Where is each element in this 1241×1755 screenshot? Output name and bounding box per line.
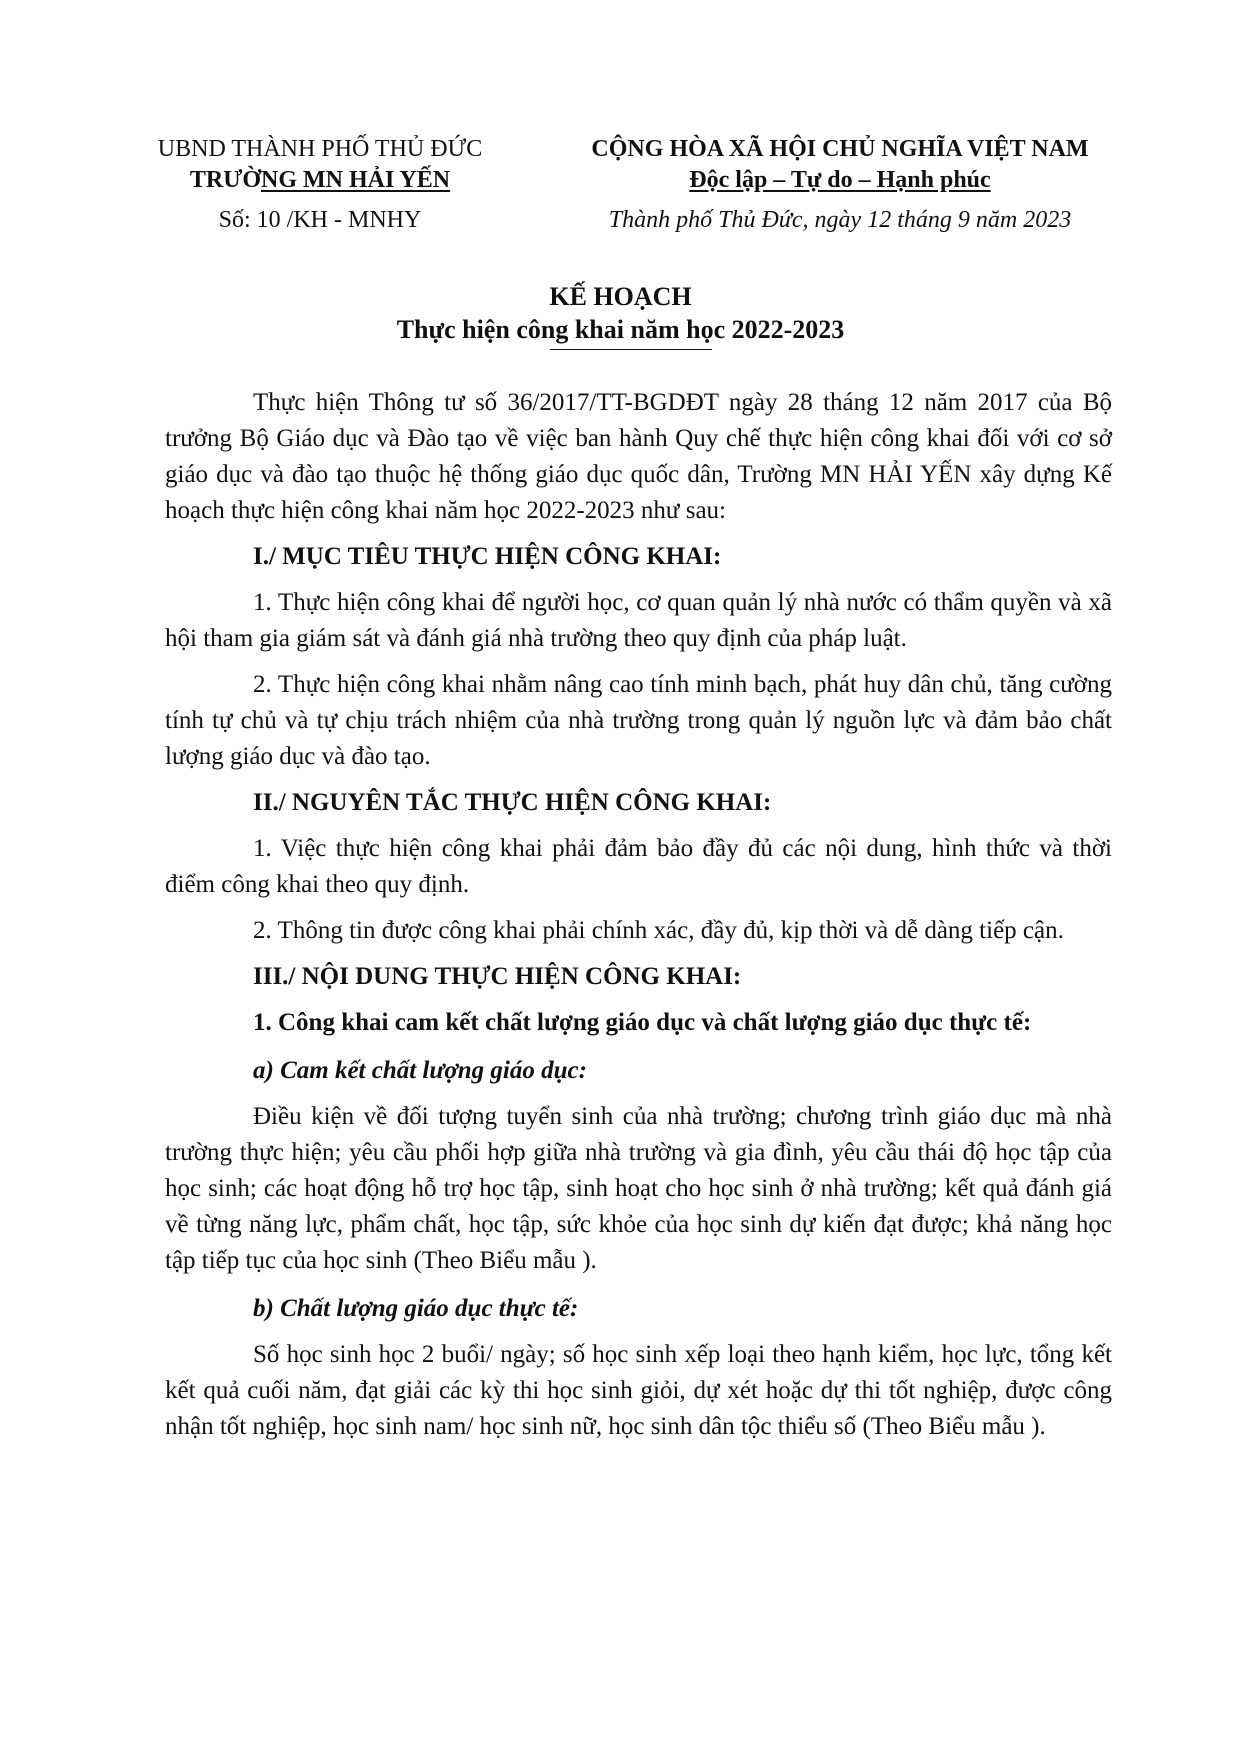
- header-left: [150, 134, 490, 236]
- document-title-block: [0, 280, 1241, 350]
- section-3-item-1: 1. Công khai cam kết chất lượng giáo dục và chất lượng giáo dục thực tế:: [253, 1009, 1032, 1036]
- subsection-a-text: Điều kiện về đối tượng tuyển sinh của nhà trường; chương trình giáo dục mà nhà trường thực hiện; yêu cầu phối hợp giữa nhà trường và gia đình, yêu cầu thái độ học tập của học sinh; các hoạt động hỗ trợ học tập, sinh hoạt cho học sinh ở nhà trường; kết quả đánh giá về từng năng lực, phẩm chất, học tập, sức khỏe của học sinh dự kiến đạt được; khả năng học tập tiếp tục của học sinh (Theo Biểu mẫu ).: [165, 1103, 1112, 1274]
- header-right: [560, 134, 1120, 236]
- subsection-b-heading: b) Chất lượng giáo dục thực tế:: [253, 1295, 579, 1322]
- section-2-paragraph-1: 1. Việc thực hiện công khai phải đảm bảo đầy đủ các nội dung, hình thức và thời điểm công khai theo quy định.: [165, 835, 1112, 898]
- national-motto: Độc lập – Tự do – Hạnh phúc: [689, 167, 991, 193]
- document-subtitle: Thực hiện công khai năm học 2022-2023: [396, 315, 845, 344]
- section-1-paragraph-1: 1. Thực hiện công khai để người học, cơ quan quản lý nhà nước có thẩm quyền và xã hội tham gia giám sát và đánh giá nhà trường theo quy định của pháp luật.: [165, 589, 1112, 652]
- school-name: [150, 165, 490, 196]
- section-2-heading: II./ NGUYÊN TẮC THỰC HIỆN CÔNG KHAI:: [253, 789, 772, 816]
- place-date: Thành phố Thủ Đức, ngày 12 tháng 9 năm 2023: [608, 207, 1072, 233]
- section-1-paragraph-2: 2. Thực hiện công khai nhằm nâng cao tính minh bạch, phát huy dân chủ, tăng cường tính tự chủ và tự chịu trách nhiệm của nhà trường trong quản lý nguồn lực và đảm bảo chất lượng giáo dục và đào tạo.: [165, 671, 1112, 770]
- school-name-underlined: NG MN HẢI YẾN: [261, 167, 451, 193]
- section-2-paragraph-2: 2. Thông tin được công khai phải chính xác, đầy đủ, kịp thời và dễ dàng tiếp cận.: [253, 917, 1064, 944]
- nation-name: CỘNG HÒA XÃ HỘI CHỦ NGHĨA VIỆT NAM: [591, 136, 1089, 162]
- document-body: [165, 385, 1112, 1445]
- intro-paragraph: Thực hiện Thông tư số 36/2017/TT-BGDĐT ngày 28 tháng 12 năm 2017 của Bộ trưởng Bộ Giáo dục và Đào tạo về việc ban hành Quy chế thực hiện công khai đối với cơ sở giáo dục và đào tạo thuộc hệ thống giáo dục quốc dân, Trường MN HẢI YẾN xây dựng Kế hoạch thực hiện công khai năm học 2022-2023 như sau:: [165, 389, 1112, 524]
- school-name-prefix: TRƯỜ: [189, 167, 261, 193]
- document-title: KẾ HOẠCH: [549, 282, 692, 311]
- agency-name: UBND THÀNH PHỐ THỦ ĐỨC: [157, 136, 483, 162]
- section-1-heading: I./ MỤC TIÊU THỰC HIỆN CÔNG KHAI:: [253, 543, 722, 570]
- title-divider: [550, 349, 712, 350]
- section-3-heading: III./ NỘI DUNG THỰC HIỆN CÔNG KHAI:: [253, 963, 742, 990]
- subsection-b-text: Số học sinh học 2 buổi/ ngày; số học sinh xếp loại theo hạnh kiểm, học lực, tổng kết kết quả cuối năm, đạt giải các kỳ thi học sinh giỏi, dự xét hoặc dự thi tốt nghiệp, được công nhận tốt nghiệp, học sinh nam/ học sinh nữ, học sinh dân tộc thiểu số (Theo Biểu mẫu ).: [165, 1341, 1112, 1440]
- subsection-a-heading: a) Cam kết chất lượng giáo dục:: [253, 1057, 587, 1084]
- document-number: Số: 10 /KH - MNHY: [218, 207, 422, 233]
